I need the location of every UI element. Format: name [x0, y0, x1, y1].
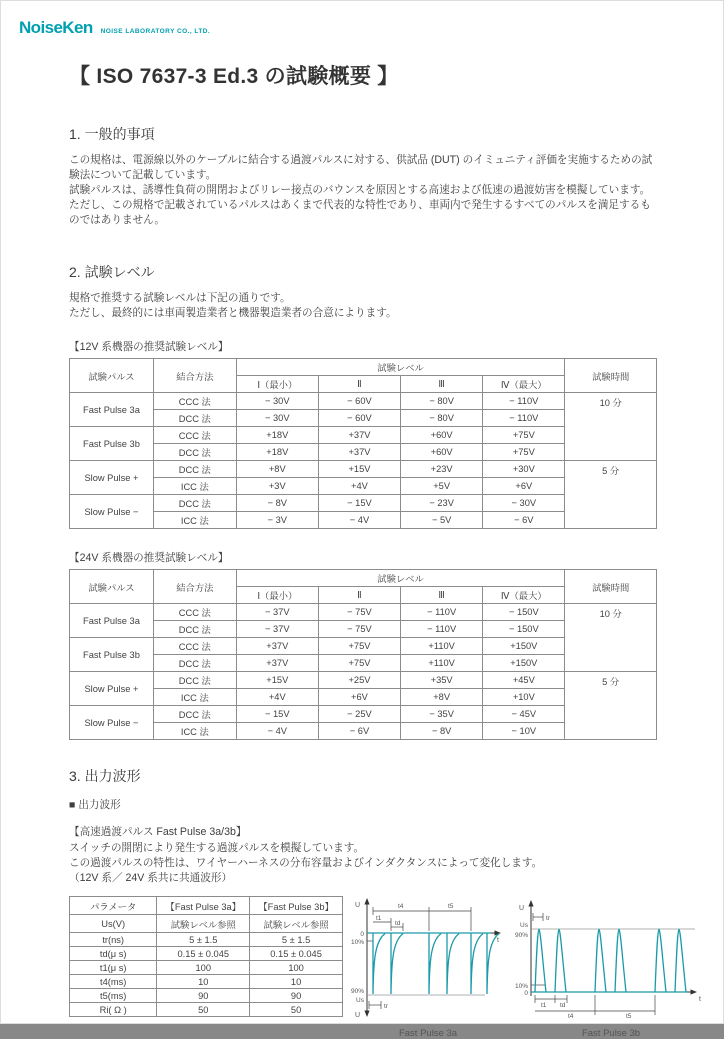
level-value-cell: − 8V: [236, 495, 318, 512]
section-1-paragraph: この規格は、電源線以外のケーブルに結合する過渡パルスに対する、供試品 (DUT) のイミュニティ評価を実施するための試験法について記載しています。: [69, 154, 653, 181]
col-header-coupling: 結合方法: [153, 570, 236, 604]
col-header-level: Ⅳ（最大）: [483, 587, 565, 604]
col-header-level: Ⅱ: [318, 376, 400, 393]
level-value-cell: +25V: [318, 672, 400, 689]
table-row: [70, 393, 657, 410]
level-value-cell: − 23V: [401, 495, 483, 512]
coupling-method-cell: CCC 法: [153, 393, 236, 410]
level-value-cell: − 150V: [483, 621, 565, 638]
axis-arrow-up-icon: [364, 898, 369, 905]
param-name-cell: Us(V): [70, 915, 157, 933]
level-value-cell: +75V: [318, 655, 400, 672]
label-zero: 0: [360, 931, 364, 938]
pulse-name-cell: Slow Pulse +: [70, 672, 154, 706]
col-header-level: Ⅲ: [401, 376, 483, 393]
table-row: [70, 947, 343, 961]
pulse-name-cell: Fast Pulse 3a: [70, 393, 154, 427]
coupling-method-cell: CCC 法: [153, 604, 236, 621]
col-header-pulse: 試験パルス: [70, 570, 154, 604]
section-1-paragraph: 試験パルスは、誘導性負荷の開閉およびリレー接点のバウンスを原因とする高速および低速の過渡妨害を模擬しています。: [69, 184, 651, 196]
col-header-level: Ⅰ（最小）: [236, 587, 318, 604]
param-header-cell: 【Fast Pulse 3a】: [157, 897, 250, 915]
pulse-name-cell: Slow Pulse −: [70, 495, 154, 529]
waveform-section: [69, 896, 701, 1039]
table-row: [70, 961, 343, 975]
level-value-cell: − 25V: [318, 706, 400, 723]
page-content: [1, 60, 723, 1039]
axis-arrow-down-icon: [364, 1011, 369, 1018]
level-value-cell: +15V: [318, 461, 400, 478]
param-name-cell: tr(ns): [70, 933, 157, 947]
section-1-heading: 1. 一般的事項: [69, 126, 155, 142]
company-name-text: NOISE LABORATORY CO., LTD.: [100, 28, 211, 35]
level-value-cell: − 37V: [236, 604, 318, 621]
waveform-chart-fast-pulse-3a: [349, 896, 507, 1020]
param-value-cell: 100: [157, 961, 250, 975]
level-value-cell: − 3V: [236, 512, 318, 529]
label-t4: t4: [398, 903, 404, 910]
coupling-method-cell: DCC 法: [153, 495, 236, 512]
level-value-cell: +37V: [236, 655, 318, 672]
label-t4: t4: [568, 1013, 574, 1020]
duration-cell: 5 分: [565, 672, 657, 740]
level-value-cell: +5V: [401, 478, 483, 495]
level-value-cell: +37V: [318, 444, 400, 461]
level-value-cell: − 15V: [236, 706, 318, 723]
level-value-cell: +8V: [236, 461, 318, 478]
col-header-coupling: 結合方法: [153, 359, 236, 393]
waveform-figure-3b: [513, 896, 709, 1039]
level-value-cell: − 60V: [318, 410, 400, 427]
label-t1: t1: [376, 915, 382, 922]
param-value-cell: 5 ± 1.5: [157, 933, 250, 947]
level-value-cell: +75V: [318, 638, 400, 655]
level-value-cell: +110V: [401, 655, 483, 672]
label-t1: t1: [541, 1002, 547, 1009]
axis-arrow-right-icon: [691, 989, 698, 994]
level-value-cell: − 80V: [401, 410, 483, 427]
brand-logo-text: NoiseKen: [19, 18, 93, 37]
table-row: [70, 897, 343, 915]
col-header-duration: 試験時間: [565, 359, 657, 393]
param-value-cell: 90: [157, 989, 250, 1003]
pulse-name-cell: Slow Pulse −: [70, 706, 154, 740]
label-90pct: 90%: [514, 932, 528, 939]
table-row: [70, 915, 343, 933]
coupling-method-cell: DCC 法: [153, 655, 236, 672]
param-header-cell: パラメータ: [70, 897, 157, 915]
level-value-cell: +10V: [483, 689, 565, 706]
param-value-cell: 試験レベル参照: [157, 915, 250, 933]
table-row: [70, 933, 343, 947]
level-value-cell: − 75V: [318, 621, 400, 638]
coupling-method-cell: DCC 法: [153, 621, 236, 638]
level-value-cell: − 45V: [483, 706, 565, 723]
param-value-cell: 0.15 ± 0.045: [157, 947, 250, 961]
label-tr: tr: [546, 915, 550, 922]
table-row: [70, 604, 657, 621]
col-header-level-group: 試験レベル: [236, 359, 565, 376]
coupling-method-cell: DCC 法: [153, 444, 236, 461]
duration-cell: 10 分: [565, 604, 657, 672]
table-row: [70, 975, 343, 989]
duration-cell: 10 分: [565, 393, 657, 461]
param-name-cell: t1(μ s): [70, 961, 157, 975]
waveform-caption-3b: Fast Pulse 3b: [581, 1028, 641, 1039]
level-value-cell: − 30V: [483, 495, 565, 512]
level-value-cell: − 6V: [483, 512, 565, 529]
col-header-level-group: 試験レベル: [236, 570, 565, 587]
level-value-cell: +23V: [401, 461, 483, 478]
level-table-12v: [69, 358, 657, 529]
pulse-name-cell: Fast Pulse 3b: [70, 427, 154, 461]
axis-label-u-top: U: [519, 905, 525, 912]
level-value-cell: − 60V: [318, 393, 400, 410]
level-value-cell: +6V: [483, 478, 565, 495]
level-value-cell: +4V: [318, 478, 400, 495]
level-value-cell: +18V: [236, 427, 318, 444]
level-value-cell: +4V: [236, 689, 318, 706]
level-value-cell: − 35V: [401, 706, 483, 723]
logo: [1, 1, 723, 38]
level-table-24v: [69, 569, 657, 740]
label-10pct: 10%: [350, 939, 364, 946]
level-value-cell: +45V: [483, 672, 565, 689]
col-header-level: Ⅰ（最小）: [236, 376, 318, 393]
param-value-cell: 試験レベル参照: [250, 915, 343, 933]
level-value-cell: +60V: [401, 427, 483, 444]
level-value-cell: +18V: [236, 444, 318, 461]
label-zero: 0: [524, 990, 528, 997]
section-2-intro-line: ただし、最終的には車両製造業者と機器製造業者の合意によります。: [69, 307, 397, 319]
label-td: td: [560, 1002, 566, 1009]
axis-label-t: t: [497, 937, 499, 944]
label-tr: tr: [384, 1003, 388, 1010]
axis-label-u-bottom: U: [355, 1012, 361, 1019]
level-value-cell: +8V: [401, 689, 483, 706]
level-value-cell: +75V: [483, 427, 565, 444]
coupling-method-cell: ICC 法: [153, 689, 236, 706]
pulse-name-cell: Fast Pulse 3b: [70, 638, 154, 672]
level-value-cell: +30V: [483, 461, 565, 478]
col-header-level: Ⅲ: [401, 587, 483, 604]
pulse-name-cell: Slow Pulse +: [70, 461, 154, 495]
label-t5: t5: [448, 903, 454, 910]
table-row: [70, 1003, 343, 1017]
table-caption-12v: 【12V 系機器の推奨試験レベル】: [69, 341, 229, 353]
param-value-cell: 50: [157, 1003, 250, 1017]
label-td: td: [395, 920, 401, 927]
level-value-cell: − 5V: [401, 512, 483, 529]
table-caption-24v: 【24V 系機器の推奨試験レベル】: [69, 552, 229, 564]
axis-arrow-up-icon: [528, 900, 533, 907]
level-value-cell: − 4V: [236, 723, 318, 740]
section-3-heading: 3. 出力波形: [69, 768, 141, 784]
param-name-cell: t5(ms): [70, 989, 157, 1003]
level-value-cell: +150V: [483, 655, 565, 672]
output-waveform-label: ■ 出力波形: [69, 799, 121, 811]
axis-label-t: t: [699, 996, 701, 1003]
param-value-cell: 0.15 ± 0.045: [250, 947, 343, 961]
param-value-cell: 10: [157, 975, 250, 989]
level-value-cell: − 37V: [236, 621, 318, 638]
waveform-caption-3a: Fast Pulse 3a: [398, 1028, 458, 1039]
coupling-method-cell: DCC 法: [153, 706, 236, 723]
duration-cell: 5 分: [565, 461, 657, 529]
level-value-cell: +75V: [483, 444, 565, 461]
param-header-cell: 【Fast Pulse 3b】: [250, 897, 343, 915]
axis-label-u-top: U: [355, 902, 361, 909]
level-value-cell: − 80V: [401, 393, 483, 410]
table-row: [70, 461, 657, 478]
level-value-cell: +37V: [318, 427, 400, 444]
level-value-cell: +15V: [236, 672, 318, 689]
param-name-cell: td(μ s): [70, 947, 157, 961]
coupling-method-cell: CCC 法: [153, 427, 236, 444]
level-value-cell: − 110V: [483, 393, 565, 410]
level-value-cell: − 30V: [236, 393, 318, 410]
pulse-name-cell: Fast Pulse 3a: [70, 604, 154, 638]
label-t5: t5: [626, 1013, 632, 1020]
level-value-cell: +3V: [236, 478, 318, 495]
param-value-cell: 10: [250, 975, 343, 989]
level-value-cell: − 150V: [483, 604, 565, 621]
coupling-method-cell: DCC 法: [153, 461, 236, 478]
level-value-cell: − 4V: [318, 512, 400, 529]
section-3-line: （12V 系／ 24V 系共に共通波形）: [69, 872, 233, 884]
fast-pulse-block-title: 【高速過渡パルス Fast Pulse 3a/3b】: [69, 826, 247, 838]
coupling-method-cell: ICC 法: [153, 512, 236, 529]
level-value-cell: − 110V: [401, 604, 483, 621]
section-3-line: スイッチの開閉により発生する過渡パルスを模擬しています。: [69, 842, 365, 854]
section-1-paragraph: ただし、この規格で記載されているパルスはあくまで代表的な特性であり、車両内で発生するすべてのパルスを満足するものではありません。: [69, 199, 651, 226]
table-row: [70, 672, 657, 689]
section-2-intro-line: 規格で推奨する試験レベルは下記の通りです。: [69, 292, 291, 304]
label-90pct: 90%: [350, 988, 364, 995]
label-10pct: 10%: [514, 983, 528, 990]
level-value-cell: +60V: [401, 444, 483, 461]
label-us: Us: [356, 997, 364, 1004]
param-name-cell: Ri( Ω ): [70, 1003, 157, 1017]
level-value-cell: − 30V: [236, 410, 318, 427]
col-header-level: Ⅱ: [318, 587, 400, 604]
level-value-cell: − 110V: [401, 621, 483, 638]
level-value-cell: − 8V: [401, 723, 483, 740]
coupling-method-cell: ICC 法: [153, 723, 236, 740]
param-value-cell: 90: [250, 989, 343, 1003]
section-2-heading: 2. 試験レベル: [69, 264, 155, 280]
param-value-cell: 50: [250, 1003, 343, 1017]
level-value-cell: +6V: [318, 689, 400, 706]
level-value-cell: − 75V: [318, 604, 400, 621]
waveform-chart-fast-pulse-3b: [513, 896, 709, 1020]
level-value-cell: +110V: [401, 638, 483, 655]
col-header-level: Ⅳ（最大）: [483, 376, 565, 393]
col-header-pulse: 試験パルス: [70, 359, 154, 393]
table-row: [70, 989, 343, 1003]
param-value-cell: 5 ± 1.5: [250, 933, 343, 947]
level-value-cell: +37V: [236, 638, 318, 655]
coupling-method-cell: CCC 法: [153, 638, 236, 655]
level-value-cell: − 15V: [318, 495, 400, 512]
coupling-method-cell: DCC 法: [153, 410, 236, 427]
label-us: Us: [520, 922, 528, 929]
waveform-figure-3a: [349, 896, 507, 1039]
level-value-cell: +35V: [401, 672, 483, 689]
level-value-cell: − 10V: [483, 723, 565, 740]
parameter-table: [69, 896, 343, 1017]
coupling-method-cell: ICC 法: [153, 478, 236, 495]
page-title: 【 ISO 7637-3 Ed.3 の試験概要 】: [69, 65, 399, 88]
level-value-cell: +150V: [483, 638, 565, 655]
col-header-duration: 試験時間: [565, 570, 657, 604]
param-name-cell: t4(ms): [70, 975, 157, 989]
section-3-line: この過渡パルスの特性は、ワイヤーハーネスの分布容量およびインダクタンスによって変化します。: [69, 857, 543, 869]
level-value-cell: − 6V: [318, 723, 400, 740]
param-value-cell: 100: [250, 961, 343, 975]
level-value-cell: − 110V: [483, 410, 565, 427]
coupling-method-cell: DCC 法: [153, 672, 236, 689]
